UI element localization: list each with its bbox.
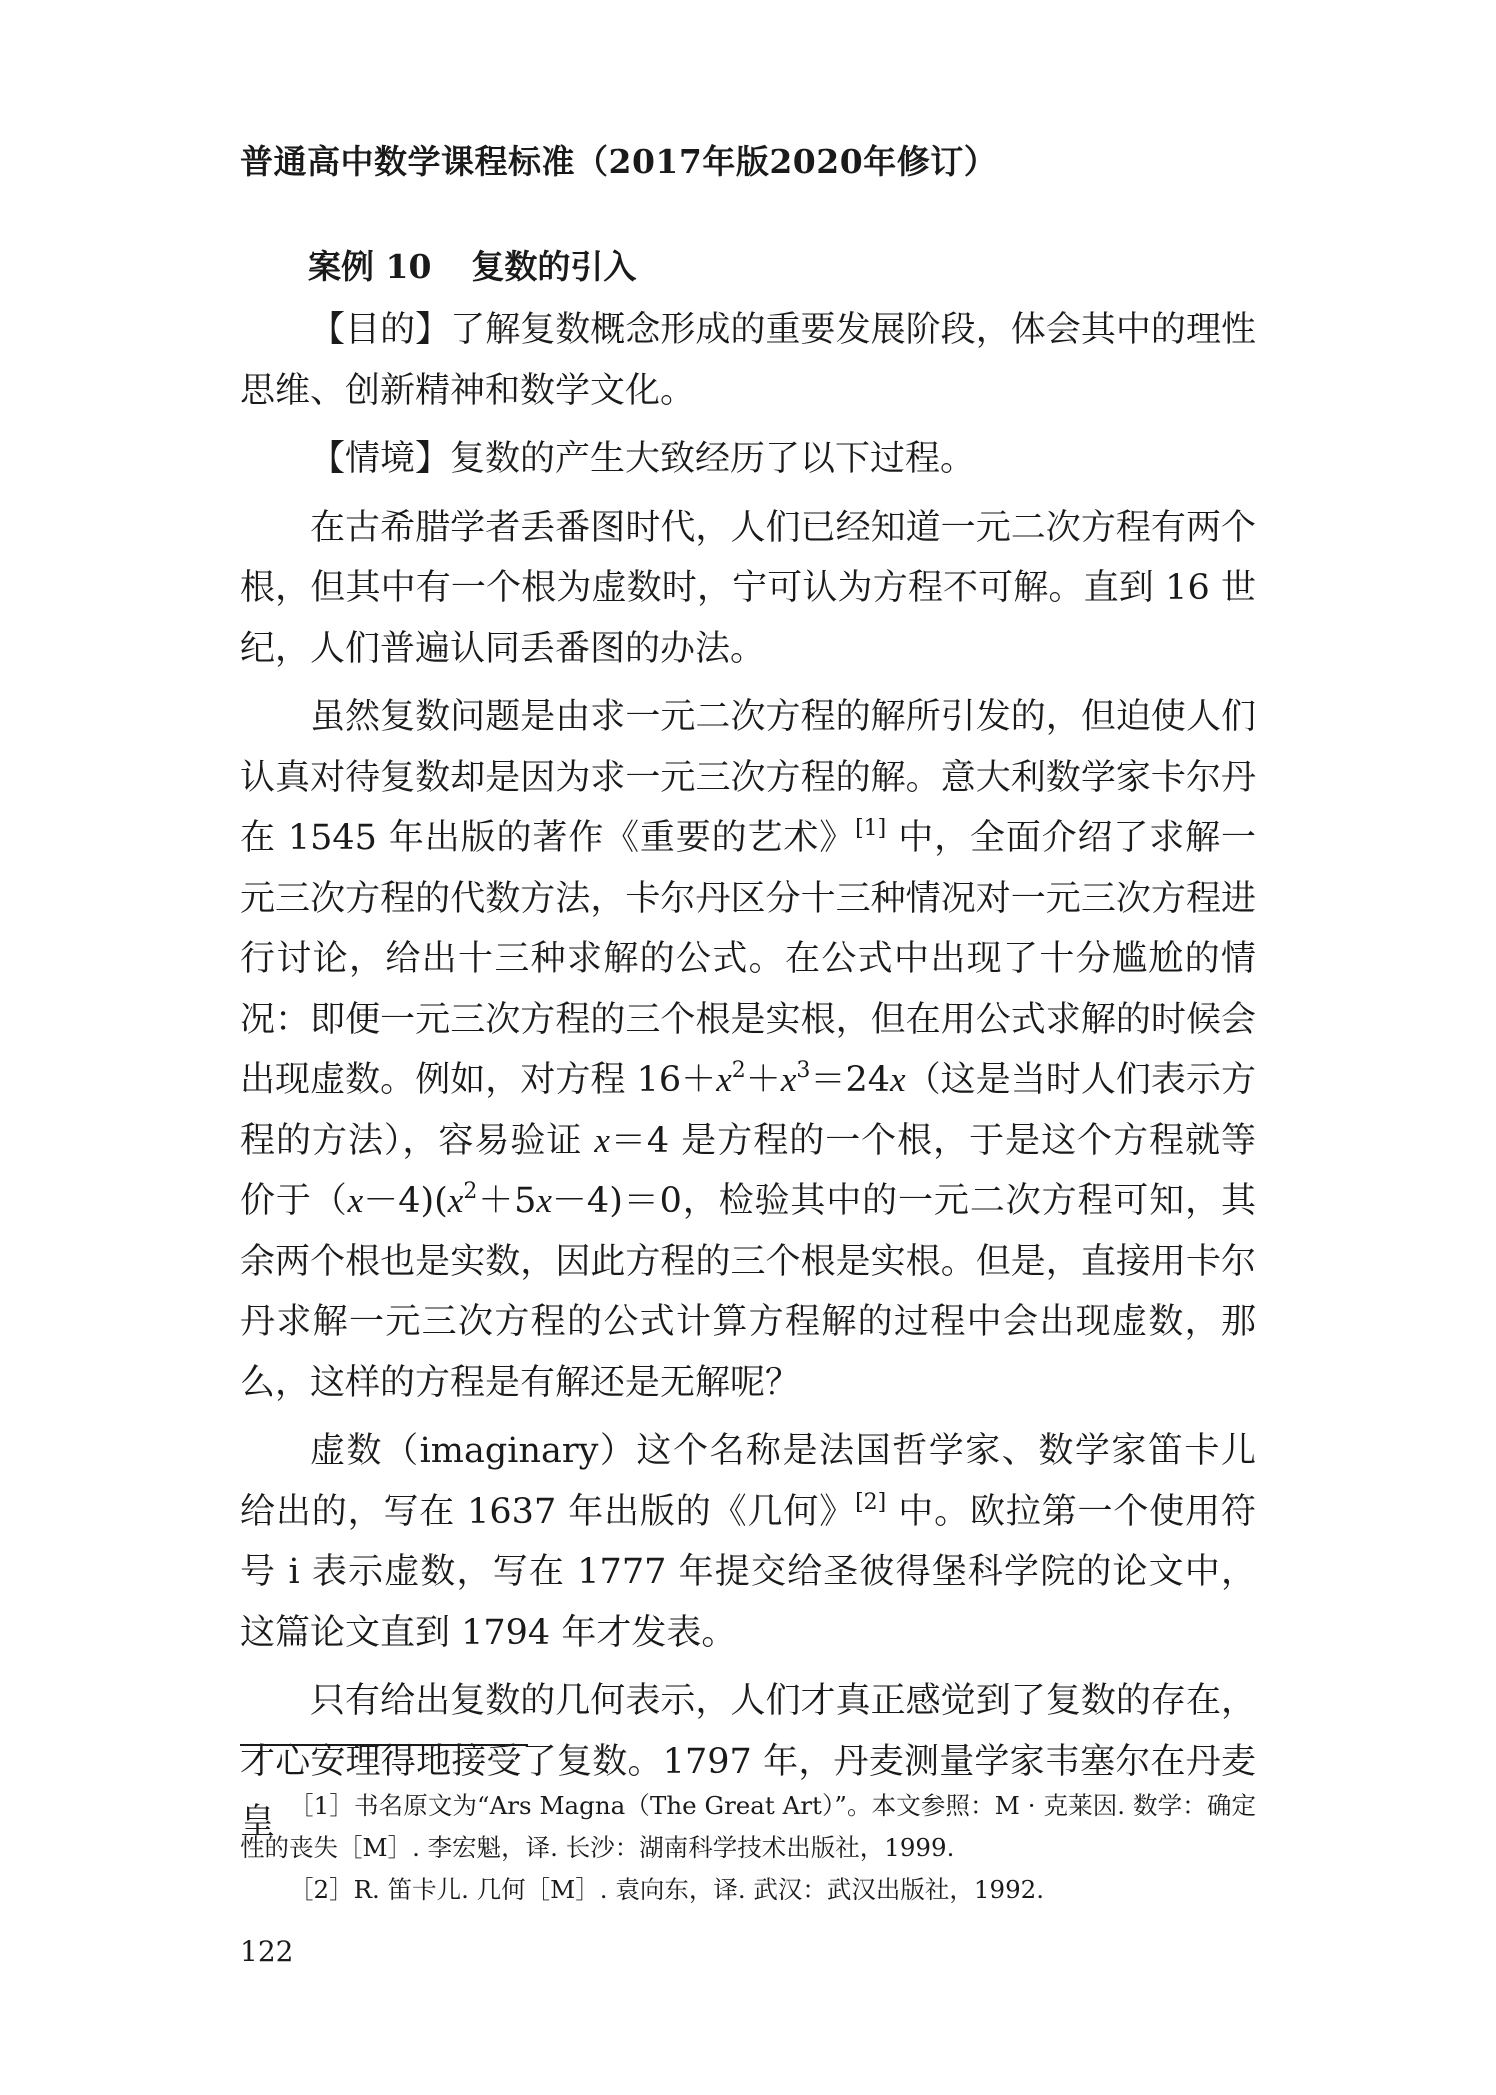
text-run: 中。欧拉第一个使用符号 i 表示虚数，写在 1777 年提交给圣彼得堡科学院的论文中，这篇论文直到 1794 年才发表。	[240, 1491, 1256, 1653]
text-run: ＋5	[477, 1181, 537, 1221]
page-number: 122	[240, 1935, 294, 1968]
case-title: 复数的引入	[471, 247, 637, 286]
situation-paragraph	[240, 429, 1256, 490]
math-var: x	[447, 1181, 464, 1220]
text-run: －4)(	[363, 1181, 448, 1221]
text-run: （这是当时人们表示方程的方法），容易验证	[240, 1060, 1256, 1161]
math-var: x	[594, 1120, 610, 1160]
math-var: x	[347, 1181, 364, 1220]
footnote-1: ［1］书名原文为“Ars Magna（The Great Art）”。本文参照：M · 克莱因. 数学：确定性的丧失［M］. 李宏魁，译. 长沙：湖南科学技术出版社，1999.	[240, 1791, 1256, 1862]
math-var: x	[890, 1060, 906, 1099]
goal-text: 了解复数概念形成的重要发展阶段，体会其中的理性思维、创新精神和数学文化。	[240, 310, 1256, 411]
goal-label: 【目的】	[310, 310, 451, 350]
paragraph-diophantus: 在古希腊学者丢番图时代，人们已经知道一元二次方程有两个根，但其中有一个根为虚数时，宁可认为方程不可解。直到 16 世纪，人们普遍认同丢番图的办法。	[240, 507, 1256, 669]
footnote-divider	[240, 1744, 528, 1746]
goal-paragraph	[240, 300, 1256, 421]
body-text	[240, 300, 1256, 1853]
math-exponent: 3	[796, 1058, 811, 1083]
footnote-ref-2: [2]	[855, 1489, 887, 1515]
math-var: x	[536, 1181, 552, 1220]
situation-label: 【情境】	[310, 439, 451, 479]
situation-text: 复数的产生大致经历了以下过程。	[450, 439, 976, 479]
text-run: ＋	[745, 1060, 781, 1100]
text-run: 虚数（imaginary）这个名称是法国哲学家、数学家笛卡儿给出的，写在 1637 年出版的《几何》	[240, 1431, 1256, 1532]
case-number: 案例 10	[308, 247, 432, 286]
text-run: ＝24	[810, 1060, 891, 1100]
paragraph-cardano	[240, 687, 1256, 1413]
paragraph-wessel: 只有给出复数的几何表示，人们才真正感觉到了复数的存在，才心安理得地接受了复数。1797 年，丹麦测量学家韦塞尔在丹麦皇	[240, 1681, 1256, 1842]
footnotes	[240, 1785, 1256, 1911]
text-run: 虽然复数问题是由求一元二次方程的解所引发的，但迫使人们认真对待复数却是因为求一元三次方程的解。意大利数学家卡尔丹在 1545 年出版的著作《重要的艺术》	[240, 697, 1256, 858]
running-header: 普通高中数学课程标准（2017年版2020年修订）	[240, 142, 998, 181]
math-var: x	[716, 1060, 732, 1099]
case-heading	[308, 242, 636, 292]
footnote-ref-1: [1]	[855, 816, 887, 841]
math-var: x	[780, 1060, 797, 1099]
math-exponent: 2	[731, 1058, 746, 1083]
paragraph-descartes	[240, 1421, 1256, 1663]
text-run: 中，全面介绍了求解一元三次方程的代数方法，卡尔丹区分十三种情况对一元三次方程进行讨论，给出十三种求解的公式。在公式中出现了十分尴尬的情况：即便一元三次方程的三个根是实根，但在用公式求解的时候会出现虚数。例如，对方程 16＋	[240, 818, 1256, 1100]
math-exponent: 2	[463, 1179, 478, 1204]
footnote-2: ［2］R. 笛卡儿. 几何［M］. 袁向东，译. 武汉：武汉出版社，1992.	[289, 1875, 1045, 1904]
text-run: －4)＝0，检验其中的一元二次方程可知，其余两个根也是实数，因此方程的三个根是实根。但是，直接用卡尔丹求解一元三次方程的公式计算方程解的过程中会出现虚数，那么，这样的方程是有解还是无解呢？	[240, 1181, 1256, 1403]
text-run: ＝4 是方程的一个根，于是这个方程就等价于（	[240, 1120, 1256, 1221]
